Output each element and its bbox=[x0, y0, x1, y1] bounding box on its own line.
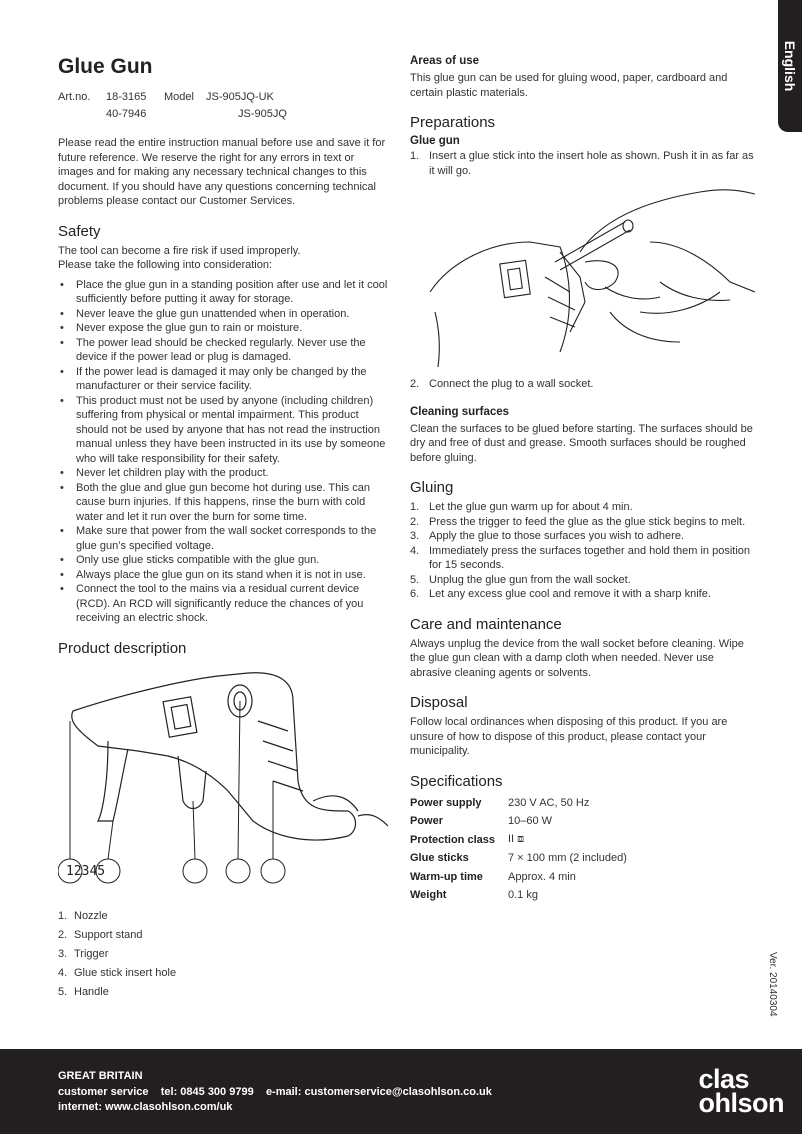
cleaning-surfaces-text: Clean the surfaces to be glued before starting. The surfaces should be dry and free of dust and grease. Smooth surfaces should be roughed before gluing. bbox=[410, 422, 753, 464]
page-title: Glue Gun bbox=[58, 55, 153, 78]
list-item: 6. Let any excess glue cool and remove it with a sharp knife. bbox=[410, 588, 711, 600]
list-item: 2. Press the trigger to feed the glue as the glue stick begins to melt. bbox=[410, 515, 746, 528]
brand-logo: clas ohlson bbox=[698, 1064, 784, 1118]
list-item: • Both the glue and glue gun become hot during use. This can cause burn injuries. If this happens, rinse the burn with cold water and let it run over the burn for some time. bbox=[58, 481, 388, 525]
hand-inserting-glue-stick-icon bbox=[410, 182, 755, 377]
list-item: • Always place the glue gun on its stand when it is not in use. bbox=[58, 568, 388, 583]
gluing-steps bbox=[410, 500, 755, 602]
safety-intro-1: The tool can become a fire risk if used improperly. bbox=[58, 244, 301, 257]
list-item: • Place the glue gun in a standing position after use and let it cool sufficiently before putting it away for storage. bbox=[58, 278, 388, 307]
footer-customer-service bbox=[58, 1085, 492, 1101]
table-row: Protection class II ⧈ bbox=[410, 833, 525, 846]
preparations-heading: Preparations bbox=[410, 114, 496, 131]
care-heading: Care and maintenance bbox=[410, 615, 562, 633]
specifications-heading: Specifications bbox=[410, 772, 503, 790]
disposal-text: Follow local ordinances when disposing of this product. If you are unsure of how to dispose of this product, please contact your municipality. bbox=[410, 716, 728, 757]
footer-internet[interactable]: internet: www.clasohlson.com/uk bbox=[58, 1101, 233, 1113]
safety-intro-2: Please take the following into consideration: bbox=[58, 259, 273, 271]
article-numbers bbox=[58, 89, 388, 123]
artno-1: 18-3165 bbox=[106, 91, 147, 103]
model-label: Model bbox=[164, 91, 194, 103]
insert-stick-figure bbox=[410, 182, 755, 377]
artno-label: Art.no. bbox=[58, 91, 91, 103]
right-column bbox=[410, 55, 755, 905]
gluing-heading: Gluing bbox=[410, 479, 454, 496]
artno-2: 40-7946 bbox=[106, 108, 147, 120]
safety-list bbox=[58, 278, 388, 626]
list-item: 4. Immediately press the surfaces together and hold them in position for 15 seconds. bbox=[410, 544, 751, 571]
list-item: 5. Handle bbox=[58, 985, 109, 998]
footer bbox=[0, 1049, 802, 1134]
product-figure bbox=[58, 661, 388, 906]
list-item: • Never leave the glue gun unattended when in operation. bbox=[58, 307, 388, 322]
product-description-heading: Product description bbox=[58, 639, 187, 657]
list-item: 2. Connect the plug to a wall socket. bbox=[410, 378, 594, 390]
list-item: • Never expose the glue gun to rain or moisture. bbox=[58, 321, 388, 336]
list-item: 1. Nozzle bbox=[58, 909, 108, 922]
safety-heading: Safety bbox=[58, 222, 101, 240]
list-item: 4. Glue stick insert hole bbox=[58, 966, 177, 979]
footer-email[interactable]: e-mail: customerservice@clasohlson.co.uk bbox=[265, 1085, 492, 1098]
model-1: JS-905JQ-UK bbox=[206, 91, 274, 103]
table-row: Power supply 230 V AC, 50 Hz bbox=[410, 796, 590, 809]
list-item: • Make sure that power from the wall socket corresponds to the glue gun’s specified voltage. bbox=[58, 524, 388, 553]
list-item: 1. Let the glue gun warm up for about 4 min. bbox=[410, 501, 633, 513]
version-label: Ver. 20140304 bbox=[767, 952, 778, 1017]
areas-of-use-text: This glue gun can be used for gluing wood, paper, cardboard and certain plastic materials. bbox=[410, 72, 728, 99]
list-item: • Only use glue sticks compatible with the glue gun. bbox=[58, 553, 388, 568]
list-item: 5. Unplug the glue gun from the wall socket. bbox=[410, 573, 631, 586]
glue-gun-diagram-icon bbox=[58, 661, 388, 906]
specifications-table bbox=[410, 794, 755, 905]
glue-gun-subheading: Glue gun bbox=[410, 135, 460, 147]
preparation-step-1 bbox=[410, 149, 755, 178]
intro-text: Please read the entire instruction manual before use and save it for future reference. We reserve the right for any errors in text or images and for making any necessary technical changes to this document. If you should have any questions concerning technical problems please contact our Customer Services. bbox=[58, 137, 386, 207]
preparation-step-2 bbox=[410, 377, 755, 392]
table-row: Power 10–60 W bbox=[410, 815, 553, 828]
language-tab bbox=[778, 0, 802, 132]
cleaning-surfaces-heading: Cleaning surfaces bbox=[410, 405, 510, 418]
areas-of-use-heading: Areas of use bbox=[410, 55, 480, 67]
left-column bbox=[58, 55, 388, 1005]
list-item: 1. Insert a glue stick into the insert hole as shown. Push it in as far as it will go. bbox=[410, 150, 754, 177]
footer-cs-label: customer service bbox=[58, 1085, 149, 1098]
footer-contact bbox=[58, 1069, 492, 1116]
table-row: Weight 0.1 kg bbox=[410, 889, 538, 902]
list-item: 3. Trigger bbox=[58, 947, 109, 960]
parts-list bbox=[58, 910, 388, 1005]
list-item: • Connect the tool to the mains via a residual current device (RCD). An RCD will significantly reduce the chances of you receiving an electric shock. bbox=[58, 582, 388, 626]
language-tab-label: English bbox=[782, 40, 798, 92]
callout-numbers: 12345 bbox=[66, 863, 106, 879]
care-text: Always unplug the device from the wall socket before cleaning. Wipe the glue gun clean with a damp cloth when needed. Never use abrasive cleaning agents or solvents. bbox=[410, 637, 744, 679]
table-row: Glue sticks 7 × 100 mm (2 included) bbox=[410, 852, 627, 865]
model-2: JS-905JQ bbox=[238, 108, 287, 120]
footer-country: GREAT BRITAIN bbox=[58, 1070, 143, 1082]
list-item: • This product must not be used by anyone (including children) suffering from physical or mental impairment. This product should not be used by anyone that has not read the instruction manual unless they have been instructed in its use by someone who will take responsibility for their safety. bbox=[58, 394, 388, 467]
list-item: 2. Support stand bbox=[58, 928, 143, 941]
disposal-heading: Disposal bbox=[410, 694, 468, 711]
list-item: 3. Apply the glue to those surfaces you wish to adhere. bbox=[410, 530, 684, 542]
list-item: • The power lead should be checked regularly. Never use the device if the power lead or plug is damaged. bbox=[58, 336, 388, 365]
list-item: • Never let children play with the product. bbox=[58, 466, 388, 481]
table-row: Warm-up time Approx. 4 min bbox=[410, 870, 576, 883]
footer-tel[interactable]: tel: 0845 300 9799 bbox=[160, 1085, 254, 1098]
list-item: • If the power lead is damaged it may only be changed by the manufacturer or their service facility. bbox=[58, 365, 388, 394]
